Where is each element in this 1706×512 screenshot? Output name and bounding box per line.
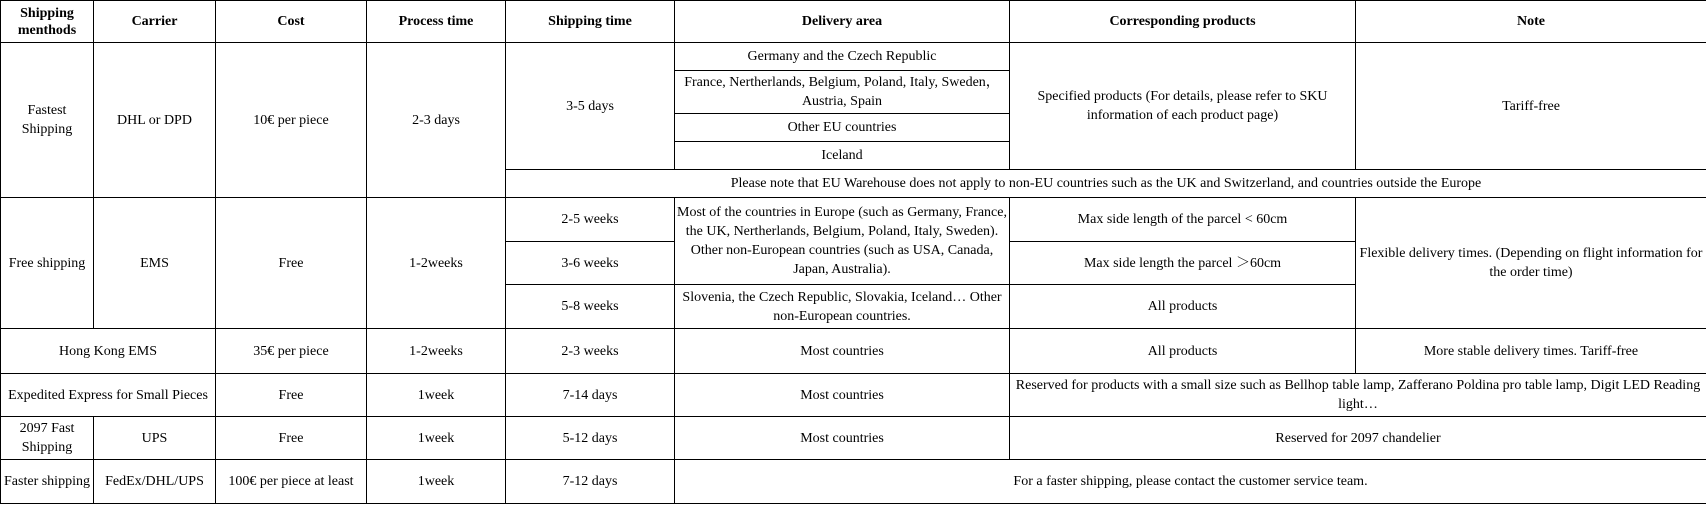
fastest-area-iceland: Iceland: [675, 142, 1010, 170]
fastest-shipping-time: 3-5 days: [506, 43, 675, 170]
table-row: [1, 198, 1706, 242]
expedited-cost: Free: [216, 374, 367, 417]
header-row: [1, 1, 1706, 43]
free-time-3: 5-8 weeks: [506, 285, 675, 329]
free-products-large: Max side length the parcel ＞60cm: [1010, 242, 1356, 285]
fastest-products: Specified products (For details, please refer to SKU information of each product page): [1010, 43, 1356, 170]
fastest-carrier: DHL or DPD: [94, 43, 216, 198]
free-time-1: 2-5 weeks: [506, 198, 675, 242]
table-row: [1, 417, 1706, 460]
faster-contact-note: For a faster shipping, please contact the customer service team.: [675, 460, 1706, 504]
eu-warehouse-note: Please note that EU Warehouse does not apply to non-EU countries such as the UK and Switzerland, and countries outside the Europe: [506, 170, 1706, 198]
expedited-process-time: 1week: [367, 374, 506, 417]
fast2097-area: Most countries: [675, 417, 1010, 460]
table-row: [1, 329, 1706, 374]
header-delivery-area: Delivery area: [675, 1, 1010, 43]
fast2097-method: 2097 Fast Shipping: [1, 417, 94, 460]
free-area-main: Most of the countries in Europe (such as Germany, France, the UK, Nertherlands, Belgium, Poland, Italy, Sweden). Other non-European countries (such as USA, Canada, Japan, Australia).: [675, 198, 1010, 285]
faster-shipping-time: 7-12 days: [506, 460, 675, 504]
faster-cost: 100€ per piece at least: [216, 460, 367, 504]
hk-method: Hong Kong EMS: [1, 329, 216, 374]
hk-cost: 35€ per piece: [216, 329, 367, 374]
free-area-other: Slovenia, the Czech Republic, Slovakia, Iceland… Other non-European countries.: [675, 285, 1010, 329]
expedited-products: Reserved for products with a small size such as Bellhop table lamp, Zafferano Poldina pro table lamp, Digit LED Reading light…: [1010, 374, 1706, 417]
free-carrier: EMS: [94, 198, 216, 329]
fast2097-cost: Free: [216, 417, 367, 460]
header-note: Note: [1356, 1, 1706, 43]
fastest-area-germany: Germany and the Czech Republic: [675, 43, 1010, 71]
fastest-method: Fastest Shipping: [1, 43, 94, 198]
header-shipping-time: Shipping time: [506, 1, 675, 43]
expedited-shipping-time: 7-14 days: [506, 374, 675, 417]
free-note: Flexible delivery times. (Depending on flight information for the order time): [1356, 198, 1706, 329]
faster-carrier: FedEx/DHL/UPS: [94, 460, 216, 504]
fastest-process-time: 2-3 days: [367, 43, 506, 198]
hk-products: All products: [1010, 329, 1356, 374]
free-products-all: All products: [1010, 285, 1356, 329]
fastest-note: Tariff-free: [1356, 43, 1706, 170]
free-cost: Free: [216, 198, 367, 329]
expedited-area: Most countries: [675, 374, 1010, 417]
fastest-area-other-eu: Other EU countries: [675, 114, 1010, 142]
expedited-method: Expedited Express for Small Pieces: [1, 374, 216, 417]
free-process-time: 1-2weeks: [367, 198, 506, 329]
header-method: Shipping menthods: [1, 1, 94, 43]
header-cost: Cost: [216, 1, 367, 43]
free-products-small: Max side length of the parcel < 60cm: [1010, 198, 1356, 242]
header-products: Corresponding products: [1010, 1, 1356, 43]
fast2097-products: Reserved for 2097 chandelier: [1010, 417, 1706, 460]
fast2097-carrier: UPS: [94, 417, 216, 460]
faster-method: Faster shipping: [1, 460, 94, 504]
table-row: [1, 460, 1706, 504]
free-method: Free shipping: [1, 198, 94, 329]
hk-process-time: 1-2weeks: [367, 329, 506, 374]
faster-process-time: 1week: [367, 460, 506, 504]
hk-area: Most countries: [675, 329, 1010, 374]
free-time-2: 3-6 weeks: [506, 242, 675, 285]
fastest-area-west-eu: France, Nertherlands, Belgium, Poland, Italy, Sweden， Austria, Spain: [675, 71, 1010, 114]
table-row: [1, 374, 1706, 417]
header-process-time: Process time: [367, 1, 506, 43]
table-row: [1, 43, 1706, 71]
fast2097-process-time: 1week: [367, 417, 506, 460]
hk-note: More stable delivery times. Tariff-free: [1356, 329, 1706, 374]
hk-shipping-time: 2-3 weeks: [506, 329, 675, 374]
header-carrier: Carrier: [94, 1, 216, 43]
fast2097-shipping-time: 5-12 days: [506, 417, 675, 460]
fastest-cost: 10€ per piece: [216, 43, 367, 198]
